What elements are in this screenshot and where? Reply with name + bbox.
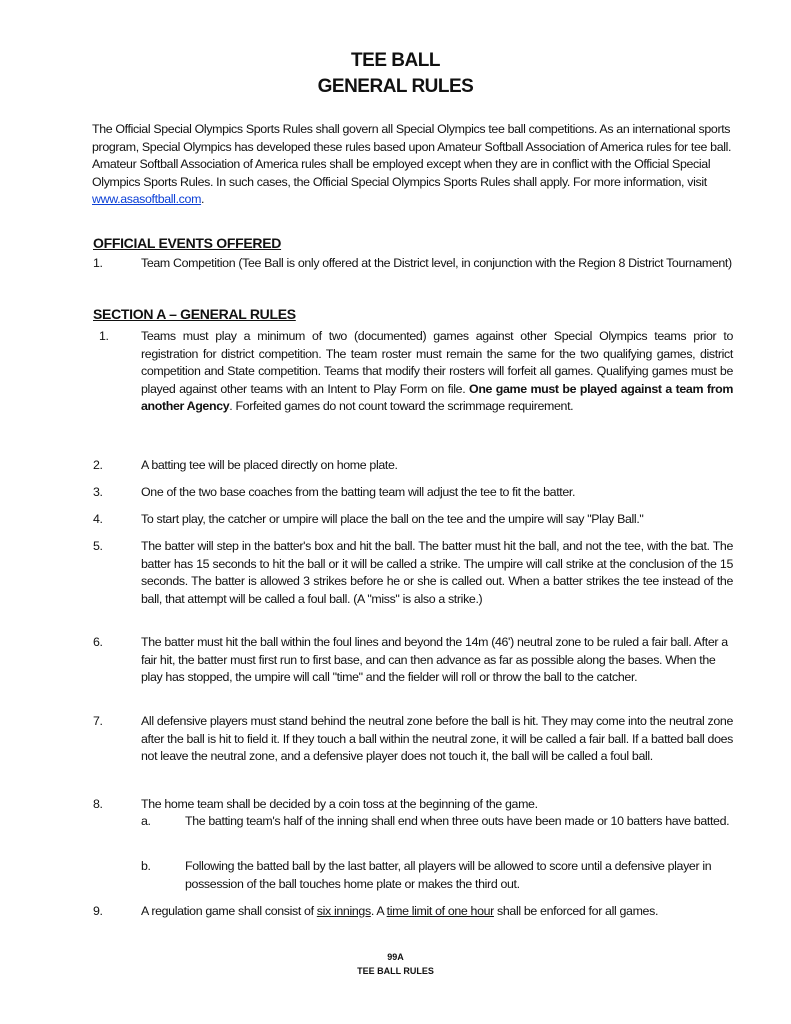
- intro-end: .: [201, 192, 205, 206]
- rule-number: 6.: [93, 635, 103, 649]
- page-title: TEE BALL: [351, 50, 440, 71]
- page-number: 99A: [387, 952, 404, 962]
- rule-text: A batting tee will be placed directly on home plate.: [141, 458, 398, 472]
- rule-1-bold-text: One game must be played against a team from another Agency: [141, 381, 733, 413]
- rule-text: [141, 328, 733, 416]
- rule-8: [93, 796, 733, 814]
- rule-text: To start play, the catcher or umpire will place the ball on the tee and the umpire will say "Play Ball.": [141, 512, 644, 526]
- events-heading: OFFICIAL EVENTS OFFERED: [93, 235, 282, 251]
- rule-9-text: A regulation game shall consist of: [141, 904, 317, 918]
- rule-3: [93, 484, 733, 502]
- rule-7: [93, 713, 733, 766]
- six-innings-text: six innings: [316, 904, 371, 918]
- rule-text: [141, 903, 733, 921]
- subrule-letter: a.: [141, 814, 151, 828]
- rule-number: 8.: [93, 797, 103, 811]
- time-limit-text: time limit of one hour: [386, 904, 494, 918]
- rule-4: [93, 511, 733, 529]
- rule-number: 1.: [99, 329, 109, 343]
- rule-6: [93, 634, 733, 687]
- rule-8b: [141, 858, 733, 893]
- rule-1-text: Teams must play a minimum of two (documented) games against other Special Olympics teams prior to registration for district competition. The team roster must remain the same for the two qualifying games, district competition and State competition. Teams that modify their rosters will forfeit all games. Qualifying games must be played against other teams with an Intent to Play Form on file.: [141, 329, 733, 396]
- rule-number: 5.: [93, 539, 103, 553]
- event-text: Team Competition (Tee Ball is only offered at the District level, in conjunction with the Region 8 District Tournament): [141, 256, 732, 270]
- rule-9: [93, 903, 733, 921]
- event-number: 1.: [93, 256, 103, 270]
- rule-1: [93, 328, 733, 416]
- rule-2: [93, 457, 733, 475]
- subrule-letter: b.: [141, 859, 151, 873]
- intro-text: The Official Special Olympics Sports Rules shall govern all Special Olympics tee ball competitions. As an international sports program, Special Olympics has developed these rules based upon Amateur Softball Association of America rules for tee ball. Amateur Softball Association of America rules shall be employed except when they are in conflict with the Official Special Olympics Sports Rules. In such cases, the Official Special Olympics Sports Rules shall apply. For more information, visit: [92, 122, 732, 189]
- rule-text: All defensive players must stand behind the neutral zone before the ball is hit. They may come into the neutral zone after the ball is hit to field it. If they touch a ball within the neutral zone, it will be called a fair ball. If a batted ball does not leave the neutral zone, and a defensive player does not touch it, the ball will be called a foul ball.: [141, 714, 733, 763]
- rule-text: One of the two base coaches from the batting team will adjust the tee to fit the batter.: [141, 485, 576, 499]
- asa-website-link[interactable]: www.asasoftball.com: [92, 192, 202, 206]
- footer-label: TEE BALL RULES: [357, 966, 434, 976]
- rule-9-text-end: shall be enforced for all games.: [493, 904, 659, 918]
- rule-5: [93, 538, 733, 608]
- intro-paragraph: [92, 121, 732, 209]
- rule-number: 3.: [93, 485, 103, 499]
- subrule-text: The batting team's half of the inning shall end when three outs have been made or 10 batters have batted.: [185, 814, 730, 828]
- section-a-heading: SECTION A – GENERAL RULES: [93, 306, 296, 322]
- page-subtitle: GENERAL RULES: [317, 76, 474, 97]
- rule-number: 2.: [93, 458, 103, 472]
- rule-number: 7.: [93, 714, 103, 728]
- subrule-text: Following the batted ball by the last batter, all players will be allowed to score until a defensive player in possession of the ball touches home plate or makes the third out.: [185, 859, 712, 891]
- rule-8a: [141, 813, 733, 831]
- event-item: [93, 255, 733, 273]
- rule-text: The batter must hit the ball within the foul lines and beyond the 14m (46') neutral zone to be ruled a fair ball. After a fair hit, the batter must first run to first base, and can then advance as far as possible along the bases. When the play has stopped, the umpire will call "time" and the fielder will roll or throw the ball to the catcher.: [141, 635, 728, 684]
- rule-text: The batter will step in the batter's box and hit the ball. The batter must hit the ball, and not the tee, with the bat. The batter has 15 seconds to hit the ball or it will be called a strike. The umpire will call strike at the conclusion of the 15 seconds. The batter is allowed 3 strikes before he or she is called out. When a batter strikes the tee instead of the ball, that attempt will be called a foul ball. (A "miss" is also a strike.): [141, 539, 733, 606]
- rule-1-text-end: . Forfeited games do not count toward the scrimmage requirement.: [229, 399, 574, 413]
- rule-number: 4.: [93, 512, 103, 526]
- rule-9-text-mid: . A: [370, 904, 387, 918]
- rule-number: 9.: [93, 904, 103, 918]
- rule-text: The home team shall be decided by a coin toss at the beginning of the game.: [141, 797, 538, 811]
